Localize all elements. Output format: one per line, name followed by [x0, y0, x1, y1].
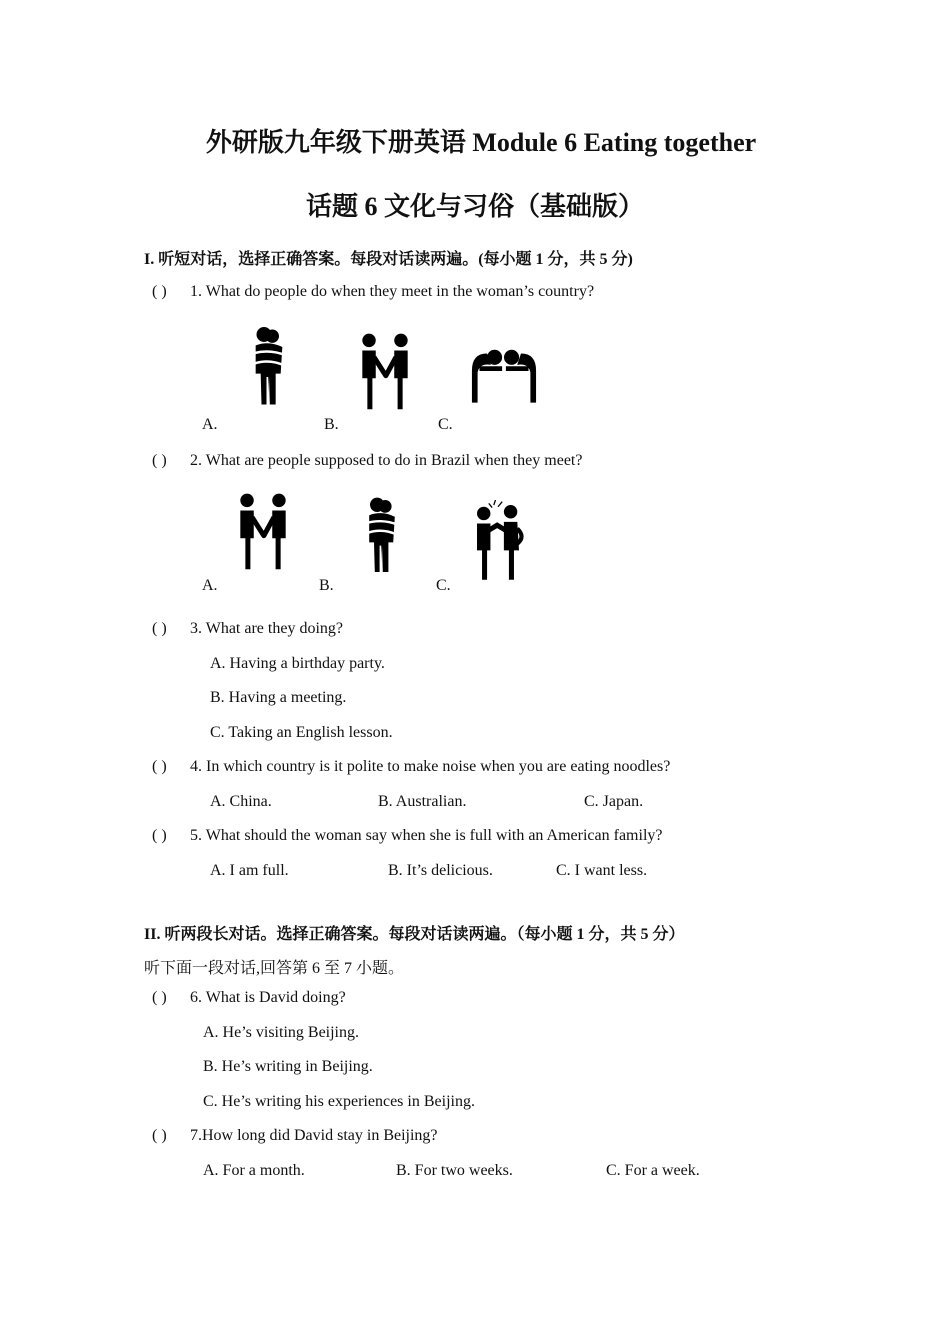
option-b[interactable]: B. It’s delicious. — [388, 862, 493, 879]
option-label-b[interactable]: B. — [319, 577, 334, 594]
option-label-b[interactable]: B. — [324, 416, 339, 433]
question-text: 1. What do people do when they meet in the woman’s country? — [190, 283, 595, 300]
option-label-c[interactable]: C. — [436, 577, 451, 594]
question-text: 4. In which country is it polite to make noise when you are eating noodles? — [190, 758, 671, 775]
option-c[interactable]: C. He’s writing his experiences in Beijing. — [203, 1093, 475, 1110]
document-title: 外研版九年级下册英语 Module 6 Eating together — [205, 128, 757, 157]
option-c[interactable]: C. Taking an English lesson. — [210, 724, 393, 741]
option-c[interactable]: C. I want less. — [556, 862, 648, 879]
option-a[interactable]: A. China. — [210, 793, 272, 810]
answer-blank[interactable]: ( ) — [152, 452, 167, 469]
answer-blank[interactable]: ( ) — [152, 620, 167, 637]
question-4 — [152, 758, 670, 776]
question-3 — [152, 620, 343, 638]
question-6 — [152, 989, 346, 1007]
fist-bump-icon — [462, 500, 534, 584]
option-label-a[interactable]: A. — [202, 577, 218, 594]
question-text: 6. What is David doing? — [190, 989, 346, 1006]
option-label-c[interactable]: C. — [438, 416, 453, 433]
option-a[interactable]: A. Having a birthday party. — [210, 655, 385, 672]
hug-icon — [358, 492, 406, 580]
question-text: 5. What should the woman say when she is full with an American family? — [190, 827, 663, 844]
option-c[interactable]: C. Japan. — [584, 793, 644, 810]
question-text: 3. What are they doing? — [190, 620, 343, 637]
bow-icon — [462, 346, 546, 412]
handshake-icon — [350, 332, 420, 416]
option-b[interactable]: B. Having a meeting. — [210, 689, 347, 706]
option-a[interactable]: A. For a month. — [203, 1162, 305, 1179]
answer-blank[interactable]: ( ) — [152, 827, 167, 844]
option-label-a[interactable]: A. — [202, 416, 218, 433]
hug-icon — [244, 322, 294, 412]
option-a[interactable]: A. He’s visiting Beijing. — [203, 1024, 359, 1041]
section-1-heading: I. 听短对话，选择正确答案。每段对话读两遍。(每小题 1 分，共 5 分) — [144, 251, 633, 268]
option-c[interactable]: C. For a week. — [606, 1162, 700, 1179]
question-2 — [152, 452, 582, 470]
answer-blank[interactable]: ( ) — [152, 758, 167, 775]
answer-blank[interactable]: ( ) — [152, 1127, 167, 1144]
section-2-intro: 听下面一段对话,回答第 6 至 7 小题。 — [144, 960, 405, 977]
answer-blank[interactable]: ( ) — [152, 989, 167, 1006]
question-1 — [152, 283, 594, 301]
document-subtitle: 话题 6 文化与习俗（基础版） — [305, 192, 644, 221]
option-b[interactable]: B. Australian. — [378, 793, 467, 810]
answer-blank[interactable]: ( ) — [152, 283, 167, 300]
question-text: 7.How long did David stay in Beijing? — [190, 1127, 438, 1144]
option-a[interactable]: A. I am full. — [210, 862, 289, 879]
question-text: 2. What are people supposed to do in Brazil when they meet? — [190, 452, 583, 469]
question-5 — [152, 827, 663, 845]
option-b[interactable]: B. For two weeks. — [396, 1162, 513, 1179]
option-b[interactable]: B. He’s writing in Beijing. — [203, 1058, 373, 1075]
handshake-icon — [228, 492, 298, 576]
question-7 — [152, 1127, 438, 1145]
section-2-heading: II. 听两段长对话。选择正确答案。每段对话读两遍。（每小题 1 分，共 5 分） — [144, 926, 685, 943]
